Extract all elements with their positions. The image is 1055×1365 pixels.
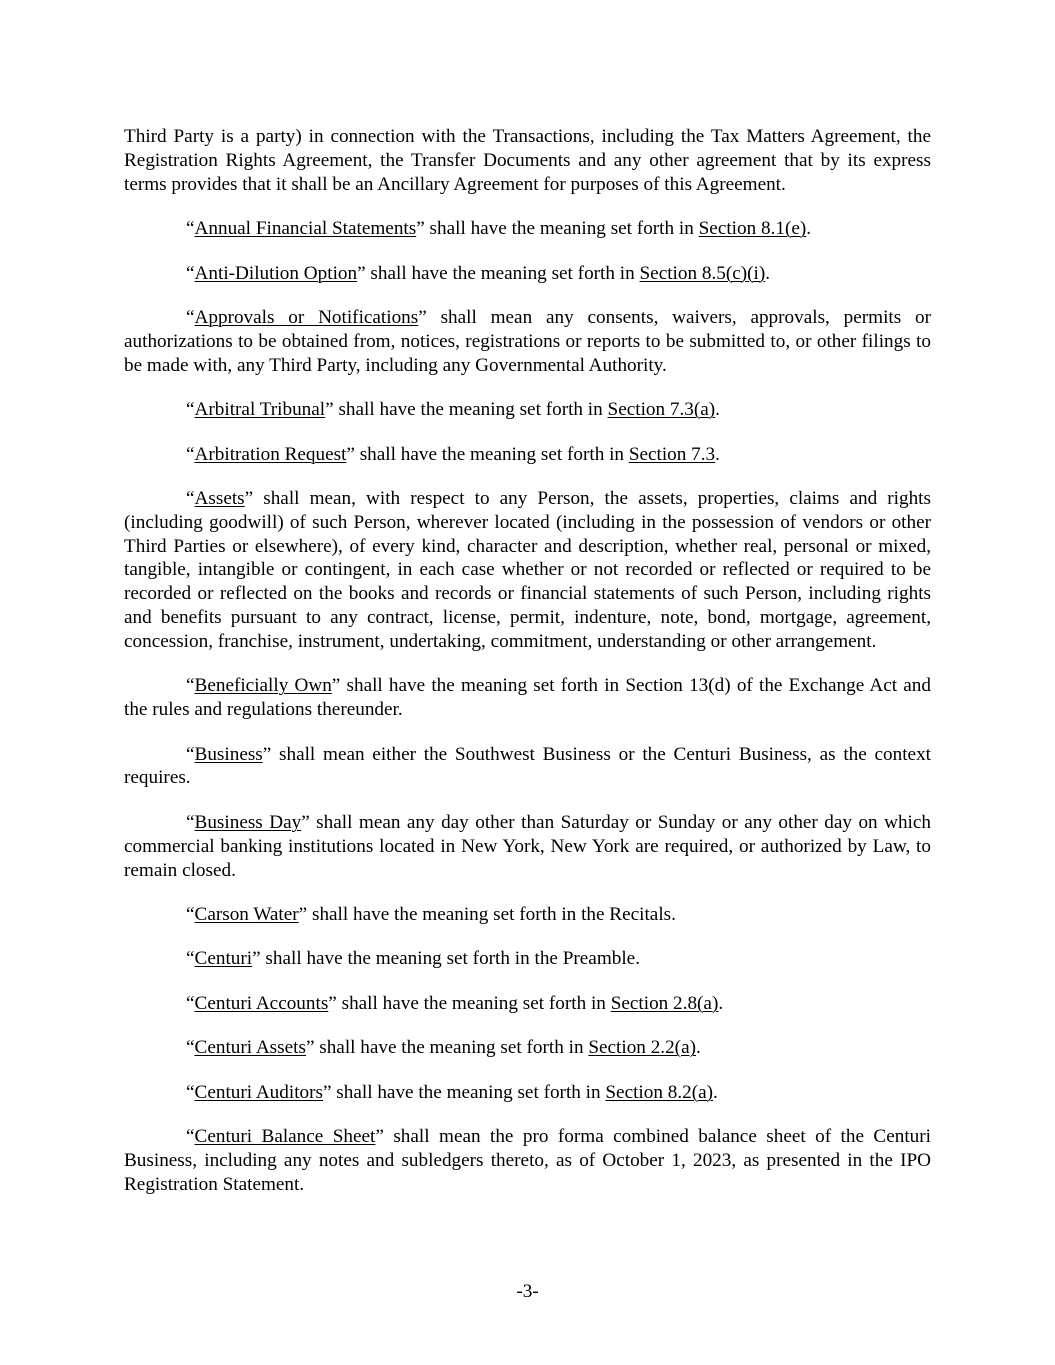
paragraph-text: “ [186,1037,195,1059]
paragraph-text: ” shall have the meaning set forth in [416,218,699,240]
paragraph-text: ” shall mean any day other than Saturday or Sunday or any other day on which commercial banking institutions located in New York, New York are required, or authorized by Law, to remain closed. [124,811,931,881]
defined-term-or-reference: Centuri Assets [194,1037,306,1059]
paragraph-text: “ [186,811,195,833]
defined-term-or-reference: Arbitral Tribunal [194,399,326,421]
paragraph-text: ” shall have the meaning set forth in [328,992,611,1014]
defined-term-or-reference: Carson Water [194,904,299,925]
definition-paragraph [124,1036,931,1060]
definition-paragraph [124,903,931,927]
definition-paragraph [124,443,931,467]
defined-term-or-reference: Business Day [194,811,302,833]
definition-paragraph [124,743,931,791]
paragraph-text: “ [186,307,195,329]
paragraph-text: ” shall mean any consents, waivers, approvals, permits or authorizations to be obtained from, notices, registrations or reports to be submitted to, or other filings to be made with, any Third Party, including any Governmental Authority. [124,307,931,376]
definition-paragraph [124,947,931,971]
paragraph-text: “ [186,675,195,697]
paragraph-text: “ [186,218,195,240]
paragraph-text: “ [186,443,195,465]
paragraph-text: ” shall mean either the Southwest Business or the Centuri Business, as the context requires. [124,743,931,789]
defined-term-or-reference: Section 7.3 [628,443,716,465]
paragraph-text: . [713,1081,718,1103]
defined-term-or-reference: Anti-Dilution Option [194,262,358,284]
paragraph-text: “ [186,399,195,421]
definition-paragraph [124,1081,931,1105]
paragraph-text: ” shall mean the pro forma combined balance sheet of the Centuri Business, including any notes and subledgers thereto, as of October 1, 2023, as presented in the IPO Registration Statement. [124,1126,931,1196]
paragraph-text: “ [186,1081,195,1103]
defined-term-or-reference: Assets [194,488,245,510]
paragraph-text: ” shall have the meaning set forth in [325,399,608,421]
paragraph-text: . [765,262,771,284]
definition-paragraph [124,992,931,1016]
document-body [124,125,931,1218]
paragraph-text: ” shall have the meaning set forth in [357,262,640,284]
paragraph-text: . [718,992,724,1014]
paragraph-text: “ [186,992,195,1014]
paragraph-text: ” shall have the meaning set forth in [305,1037,589,1059]
paragraph-text: ” shall have the meaning set forth in the Preamble. [252,948,640,970]
paragraph-text: ” shall have the meaning set forth in [346,443,629,465]
continuation-paragraph [124,125,931,196]
paragraph-text: “ [186,948,195,970]
defined-term-or-reference: Section 7.3(a) [607,399,716,421]
defined-term-or-reference: Section 8.2(a) [605,1081,714,1103]
page-number: -3- [516,1281,539,1302]
defined-term-or-reference: Beneficially Own [194,675,332,697]
paragraph-text: ” shall mean, with respect to any Person, the assets, properties, claims and rights (including goodwill) of such Person, wherever located (including in the possession of vendors or other Third Parties or elsewhere), of every kind, character and description, whether real, personal or mixed, tangible, intangible or contingent, in each case whether or not recorded or reflected or required to be recorded or reflected on the books and records or financial statements of such Person, including rights and benefits pursuant to any contract, license, permit, indenture, note, bond, mortgage, agreement, concession, franchise, instrument, undertaking, commitment, understanding or other arrangement. [124,488,931,652]
defined-term-or-reference: Annual Financial Statements [194,218,417,240]
defined-term-or-reference: Centuri [194,948,253,970]
definition-paragraph [124,398,931,422]
defined-term-or-reference: Centuri Auditors [194,1081,323,1103]
defined-term-or-reference: Section 2.2(a) [588,1037,696,1059]
paragraph-text: ” shall have the meaning set forth in Section 13(d) of the Exchange Act and the rules and regulations thereunder. [124,675,931,721]
paragraph-text: ” shall have the meaning set forth in the Recitals. [298,904,676,925]
definition-paragraph [124,1125,931,1196]
paragraph-text: ” shall have the meaning set forth in [322,1081,606,1103]
definition-paragraph [124,811,931,882]
defined-term-or-reference: Centuri Balance Sheet [194,1126,376,1148]
paragraph-text: “ [186,262,195,284]
defined-term-or-reference: Approvals or Notifications [194,307,419,329]
defined-term-or-reference: Section 2.8(a) [610,992,719,1014]
paragraph-text: . [715,443,720,465]
defined-term-or-reference: Section 8.1(e) [698,218,807,240]
defined-term-or-reference: Section 8.5(c)(i) [639,262,766,284]
paragraph-text: Third Party is a party) in connection with the Transactions, including the Tax Matters Agreement, the Registration Rights Agreement, the Transfer Documents and any other agreement that by its express terms provides that it shall be an Ancillary Agreement for purposes of this Agreement. [124,126,931,195]
definition-paragraph [124,487,931,654]
definition-paragraph [124,262,931,286]
defined-term-or-reference: Business [194,743,263,765]
paragraph-text: . [695,1037,701,1059]
paragraph-text: . [806,218,812,240]
paragraph-text: “ [186,743,195,765]
definition-paragraph [124,674,931,722]
paragraph-text: “ [186,488,195,510]
defined-term-or-reference: Centuri Accounts [194,992,329,1014]
defined-term-or-reference: Arbitration Request [194,443,347,465]
definition-paragraph [124,306,931,377]
paragraph-text: “ [186,1126,195,1148]
paragraph-text: . [715,399,720,421]
paragraph-text: “ [186,904,195,925]
definition-paragraph [124,217,931,241]
